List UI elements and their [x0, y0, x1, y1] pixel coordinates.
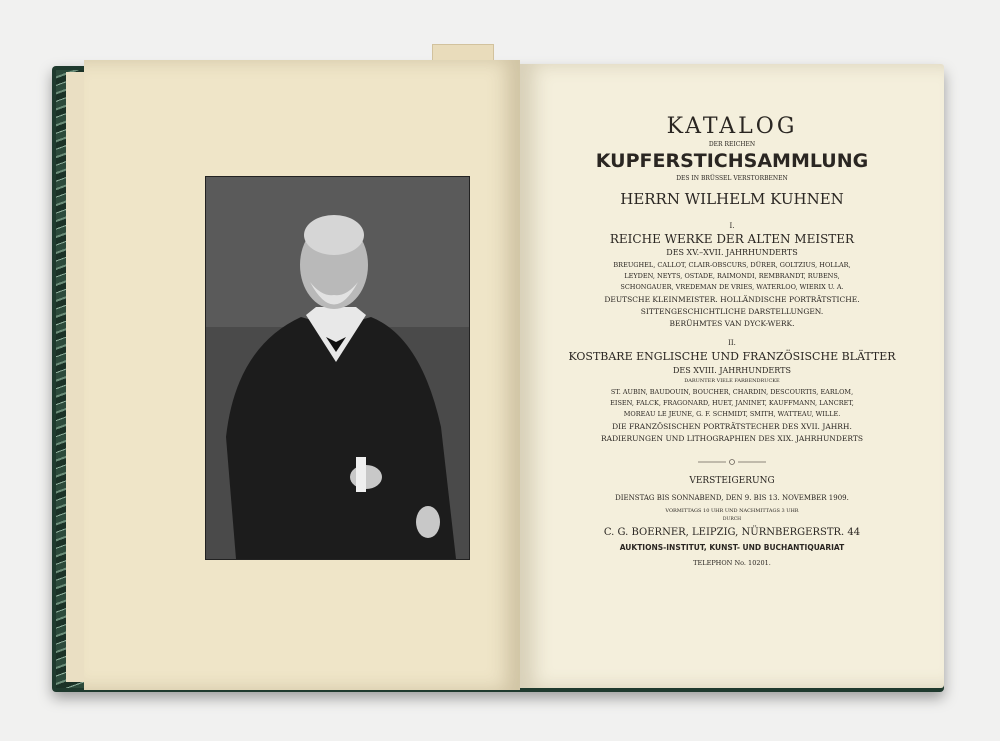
subtitle-der-reichen: DER REICHEN	[708, 141, 756, 148]
subtitle-des-in: DES IN BRÜSSEL VERSTORBENEN	[676, 175, 788, 182]
part1-extra-3: BERÜHMTES VAN DYCK-WERK.	[669, 319, 795, 328]
title-page	[520, 64, 944, 688]
part2-names-2: EISEN, FALCK, FRAGONARD, HUET, JANINET, KAUFFMANN, LANCRET,	[610, 399, 854, 407]
part1-extra-1: DEUTSCHE KLEINMEISTER. HOLLÄNDISCHE PORTRÄTSTICHE.	[604, 295, 860, 304]
part1-number: I.	[729, 222, 735, 230]
publisher-boerner: C. G. BOERNER, LEIPZIG, NÜRNBERGERSTR. 44	[603, 527, 861, 538]
part1-names-2: LEYDEN, NEYTS, OSTADE, RAIMONDI, REMBRANDT, RUBENS,	[624, 272, 840, 280]
title-katalog: KATALOG	[666, 114, 798, 139]
auction-times: VORMITTAGS 10 UHR UND NACHMITTAGS 3 UHR	[665, 508, 799, 514]
part2-names-3: MOREAU LE JEUNE, G. F. SCHMIDT, SMITH, WATTEAU, WILLE.	[623, 410, 841, 418]
part1-title: REICHE WERKE DER ALTEN MEISTER	[609, 232, 855, 246]
portrait-photo	[205, 176, 470, 560]
part2-number: II.	[728, 339, 736, 347]
title-kupferstichsammlung: KUPFERSTICHSAMMLUNG	[595, 150, 869, 172]
part2-names-1: ST. AUBIN, BAUDOUIN, BOUCHER, CHARDIN, DESCOURTIS, EARLOM,	[610, 388, 854, 396]
versteigerung: VERSTEIGERUNG	[689, 476, 775, 486]
part2-subtitle: DES XVIII. JAHRHUNDERTS	[673, 366, 791, 375]
part2-title: KOSTBARE ENGLISCHE UND FRANZÖSISCHE BLÄTTER	[568, 350, 896, 363]
auction-dates: DIENSTAG BIS SONNABEND, DEN 9. BIS 13. NOVEMBER 1909.	[615, 494, 849, 502]
durch: DURCH	[722, 517, 742, 522]
part2-note: DARUNTER VIELE FARBENDRUCKE	[684, 378, 780, 384]
ornament-divider	[698, 458, 766, 466]
part1-extra-2: SITTENGESCHICHTLICHE DARSTELLUNGEN.	[640, 307, 824, 316]
portrait-figure	[206, 177, 469, 559]
part1-names-1: BREUGHEL, CALLOT, CLAIR-OBSCURS, DÜRER, GOLTZIUS, HOLLAR,	[613, 261, 851, 269]
title-herrn: HERRN WILHELM KUHNEN	[620, 190, 844, 208]
part1-names-3: SCHONGAUER, VREDEMAN DE VRIES, WATERLOO, WIERIX U. A.	[620, 283, 844, 291]
part1-subtitle: DES XV.–XVII. JAHRHUNDERTS	[666, 248, 798, 257]
publisher-telephon: TELEPHON No. 10201.	[693, 559, 771, 567]
part2-extra-2: RADIERUNGEN UND LITHOGRAPHIEN DES XIX. JAHRHUNDERTS	[601, 434, 863, 443]
publisher-institut: AUKTIONS-INSTITUT, KUNST- UND BUCHANTIQUARIAT	[619, 543, 845, 552]
part2-extra-1: DIE FRANZÖSISCHEN PORTRÄTSTECHER DES XVII. JAHRH.	[612, 422, 852, 431]
